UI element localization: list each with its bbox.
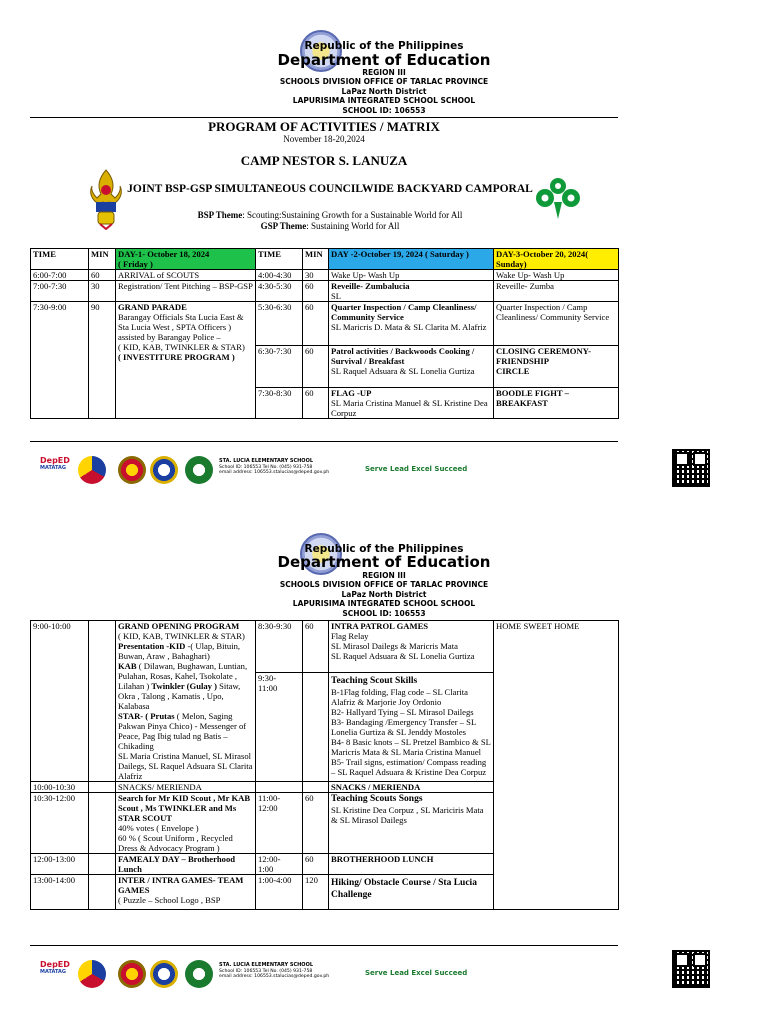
cell-day2	[329, 793, 494, 854]
cell-time: 7:30-9:00	[31, 302, 89, 419]
gsp-theme-label: GSP Theme	[260, 221, 307, 231]
camp-name: CAMP NESTOR S. LANUZA	[240, 153, 408, 168]
cell-time-2: 7:30-8:30	[256, 388, 303, 419]
activity-title: Patrol activities / Backwoods Cooking / Survival / Breakfast	[331, 346, 475, 366]
cell-time-2: 9:30- 11:00	[256, 673, 303, 782]
cell-min-2	[303, 673, 329, 782]
activity-detail: SL Kristine Dea Corpuz , SL Mariciris Mata & SL Mirasol Dailegs	[331, 805, 484, 825]
school-contact	[219, 459, 359, 476]
cell-day1	[116, 621, 256, 782]
school-contact	[219, 963, 359, 980]
cell-time: 9:00-10:00	[31, 621, 89, 782]
twinkler-groups: Sitaw, Okra , Talong , Kamatis , Upo, Kalabasa	[118, 681, 241, 711]
cell-time-2: 6:30-7:30	[256, 346, 303, 388]
cell-day3: Reveille- Zumba	[494, 281, 619, 302]
school-name: LAPURISIMA INTEGRATED SCHOOL SCHOOL	[292, 599, 476, 608]
cell-time: 12:00-13:00	[31, 854, 89, 875]
cell-time: 10:30-12:00	[31, 793, 89, 854]
cell-time-2	[256, 782, 303, 793]
footer-school-name: STA. LUCIA ELEMENTARY SCHOOL	[219, 458, 313, 464]
header-time-2: TIME	[256, 249, 303, 270]
bagong-pilipinas-logo	[78, 456, 106, 484]
cell-day3: Wake Up- Wash Up	[494, 270, 619, 281]
cell-min-2: 30	[303, 270, 329, 281]
header-time: TIME	[31, 249, 89, 270]
table-row	[31, 621, 619, 673]
activity-detail: Barangay Officials Sta Lucia East & Sta Lucia West , SPTA Officers ) assisted by Barangay Police – ( KID, KAB, TWINKLER & STAR)	[118, 312, 245, 352]
twinkler-label: Twinkler (Gulay )	[151, 681, 217, 691]
page-2	[0, 505, 768, 1017]
deped-logo: DepED MATATAG	[40, 456, 70, 471]
activity-detail: SL Maricris D. Mata & SL Clarita M. Alafriz	[331, 322, 487, 332]
department-title: Department of Education	[277, 51, 491, 69]
cell-min: 60	[89, 270, 116, 281]
activity-detail: B-1Flag folding, Flag code – SL Clarita Alafriz & Marjorie Joy Ordonio B2- Hallyard Tying – SL Mirasol Dailegs B3- Bandaging /Emergency Transfer – SL Lonelia Gurtiza & SL Jenddy Mostoles B4- 8 Basic knots – SL Pretzel Bambico & SL Maricris Mata & SL Maria Cristina Manuel B5- Trail signs, estimation/ Compass reading – SL Raquel Adsuara & Kristine Dea Corpuz	[331, 687, 491, 777]
cell-min-2: 60	[303, 621, 329, 673]
activity-subtitle: ( INVESTITURE PROGRAM )	[118, 352, 235, 362]
footer-slogan: Serve Lead Excel Succeed	[365, 969, 468, 977]
bagong-pilipinas-logo	[78, 960, 106, 988]
cell-day1: FAMEALY DAY – Brotherhood Lunch	[116, 854, 256, 875]
kab-label: KAB	[118, 661, 137, 671]
gsp-theme: : Sustaining World for All	[306, 221, 400, 231]
cell-day3: Quarter Inspection / Camp Cleanliness/ Community Service	[494, 302, 619, 346]
district: LaPaz North District	[341, 590, 427, 599]
cell-day2: Hiking/ Obstacle Course / Sta Lucia Challenge	[329, 875, 494, 910]
cell-min	[89, 854, 116, 875]
star-groups: ( Melon, Saging Pakwan Pinya Chico) - Messenger of Peace, Pag Ibig tulad ng Batis – Chikading	[118, 711, 247, 751]
cell-min-2: 60	[303, 281, 329, 302]
activity-title: Search for Mr KID Scout , Mr KAB Scout , Ms TWINKLER and Ms STAR SCOUT	[118, 793, 251, 823]
cell-day1	[116, 302, 256, 419]
cell-day2	[329, 388, 494, 419]
cell-day3: HOME SWEET HOME	[494, 621, 619, 910]
kab-groups: ( Dilawan, Bughawan, Luntian, Pulahan, Rosas, Kahel, Tsokolate , Lilahan )	[118, 661, 248, 691]
cell-min-2: 60	[303, 854, 329, 875]
qr-code-icon	[672, 950, 710, 988]
cell-day1	[116, 793, 256, 854]
cell-day2	[329, 281, 494, 302]
joint-title: JOINT BSP-GSP SIMULTANEOUS COUNCILWIDE BACKYARD CAMPORAL	[127, 183, 533, 195]
activity-detail: SL	[331, 291, 342, 301]
activity-title: GRAND OPENING PROGRAM	[118, 621, 240, 631]
school-seal-3	[185, 960, 213, 988]
cell-min	[89, 793, 116, 854]
footer-rule	[30, 945, 618, 946]
cell-time-2: 4:00-4:30	[256, 270, 303, 281]
header-day3: DAY-3-October 20, 2024( Sunday)	[494, 249, 619, 270]
department-title: Department of Education	[277, 553, 491, 571]
activity-title: Quarter Inspection / Camp Cleanliness/ Community Service	[331, 302, 477, 322]
star-label: STAR- ( Prutas	[118, 711, 175, 721]
header-day2: DAY -2-October 19, 2024 ( Saturday )	[329, 249, 494, 270]
cell-min-2: 60	[303, 388, 329, 419]
cell-time-2: 11:00- 12:00	[256, 793, 303, 854]
cell-day1: ARRIVAL of SCOUTS	[116, 270, 256, 281]
activity-title: Reveille- Zumbalucia	[331, 281, 410, 291]
cell-day3: BOODLE FIGHT – BREAKFAST	[494, 388, 619, 419]
program-dates: November 18-20,2024	[283, 134, 365, 144]
bsp-theme-label: BSP Theme	[197, 210, 243, 220]
cell-time: 10:00-10:30	[31, 782, 89, 793]
footer-school-name: STA. LUCIA ELEMENTARY SCHOOL	[219, 962, 313, 968]
school-seal-1	[118, 960, 146, 988]
table-row	[31, 302, 619, 346]
school-id: SCHOOL ID: 106553	[342, 609, 426, 618]
schedule-table-2	[30, 620, 619, 910]
header-min-2: MIN	[303, 249, 329, 270]
footer-rule	[30, 441, 618, 442]
activity-title: FLAG -UP	[331, 388, 372, 398]
school-name: LAPURISIMA INTEGRATED SCHOOL SCHOOL	[292, 96, 476, 105]
cell-day1	[116, 875, 256, 910]
bsp-theme: : Scouting:Sustaining Growth for a Sustainable World for All	[242, 210, 463, 220]
cell-time-2: 1:00-4:00	[256, 875, 303, 910]
cell-day2	[329, 346, 494, 388]
schedule-table-1	[30, 248, 619, 419]
cell-time: 13:00-14:00	[31, 875, 89, 910]
cell-day1: SNACKS/ MERIENDA	[116, 782, 256, 793]
cell-min-2: 60	[303, 346, 329, 388]
table-row	[31, 281, 619, 302]
school-id: SCHOOL ID: 106553	[342, 106, 426, 115]
activity-detail: 40% votes ( Envelope ) 60 % ( Scout Uniform , Recycled Dress & Advocacy Program )	[118, 823, 233, 853]
deped-logo: DepED MATATAG	[40, 960, 70, 975]
facilitators: SL Maria Cristina Manuel, SL Mirasol Dailegs, SL Raquel Adsuara SL Clarita Alafriz	[118, 751, 253, 781]
table-header-row	[31, 249, 619, 270]
cell-min-2: 60	[303, 302, 329, 346]
themes	[100, 210, 560, 232]
activity-detail: SL Raquel Adsuara & SL Lonelia Gurtiza	[331, 366, 475, 376]
cell-min: 30	[89, 281, 116, 302]
cell-min	[89, 621, 116, 782]
kid-label: Presentation -KID	[118, 641, 186, 651]
cell-min: 90	[89, 302, 116, 419]
cell-time-2: 4:30-5:30	[256, 281, 303, 302]
cell-time-2: 5:30-6:30	[256, 302, 303, 346]
activity-detail: ( Puzzle – School Logo , BSP	[118, 895, 221, 905]
region: REGION III	[362, 68, 406, 77]
cell-min	[89, 875, 116, 910]
activity-title: Teaching Scouts Songs	[331, 794, 423, 804]
activity-title: GRAND PARADE	[118, 302, 187, 312]
cell-time: 6:00-7:00	[31, 270, 89, 281]
header-min: MIN	[89, 249, 116, 270]
cell-day2	[329, 302, 494, 346]
activity-detail: ( KID, KAB, TWINKLER & STAR)	[118, 631, 245, 641]
region: REGION III	[362, 571, 406, 580]
program-title: PROGRAM OF ACTIVITIES / MATRIX	[208, 119, 440, 134]
school-seal-1	[118, 456, 146, 484]
table-row	[31, 270, 619, 281]
footer-email: email address: 106553.stalucias@deped.gov.ph	[219, 974, 330, 979]
school-seal-2	[150, 456, 178, 484]
school-seal-3	[185, 456, 213, 484]
cell-day1: Registration/ Tent Pitching – BSP-GSP	[116, 281, 256, 302]
header-day1: DAY-1- October 18, 2024 ( Friday )	[116, 249, 256, 270]
activity-title: INTER / INTRA GAMES- TEAM GAMES	[118, 875, 244, 895]
activity-title: Teaching Scout Skills	[331, 676, 418, 686]
cell-day2: BROTHERHOOD LUNCH	[329, 854, 494, 875]
qr-code-icon	[672, 449, 710, 487]
cell-time: 7:00-7:30	[31, 281, 89, 302]
republic-line: Republic of the Philippines	[304, 543, 464, 555]
cell-day2: Wake Up- Wash Up	[329, 270, 494, 281]
footer-school-id: School ID: 106553 Tel No. (045) 931-758	[219, 968, 313, 974]
activity-detail: SL Maria Cristina Manuel & SL Kristine Dea Corpuz	[331, 398, 488, 418]
cell-day2	[329, 621, 494, 673]
school-seal-2	[150, 960, 178, 988]
district: LaPaz North District	[341, 87, 427, 96]
cell-time-2: 8:30-9:30	[256, 621, 303, 673]
cell-min-2	[303, 782, 329, 793]
cell-day2	[329, 673, 494, 782]
cell-day3: CLOSING CEREMONY- FRIENDSHIP CIRCLE	[494, 346, 619, 388]
header-rule	[30, 117, 618, 118]
division: SCHOOLS DIVISION OFFICE OF TARLAC PROVINCE	[279, 580, 489, 589]
kid-groups: -( Ulap, Bituin, Buwan, Araw , Bahaghari)	[118, 641, 241, 661]
footer-slogan: Serve Lead Excel Succeed	[365, 465, 468, 473]
republic-line: Republic of the Philippines	[304, 40, 464, 52]
division: SCHOOLS DIVISION OFFICE OF TARLAC PROVINCE	[279, 77, 489, 86]
activity-title: INTRA PATROL GAMES	[331, 621, 429, 631]
cell-min-2: 60	[303, 793, 329, 854]
activity-detail: Flag Relay SL Mirasol Dailegs & Maricris Mata SL Raquel Adsuara & SL Lonelia Gurtiza	[331, 631, 475, 661]
footer-school-id: School ID: 106553 Tel No. (045) 931-758	[219, 464, 313, 470]
cell-min-2: 120	[303, 875, 329, 910]
cell-day2: SNACKS / MERIENDA	[329, 782, 494, 793]
cell-time-2: 12:00- 1:00	[256, 854, 303, 875]
cell-min	[89, 782, 116, 793]
footer-email: email address: 106553.stalucias@deped.gov.ph	[219, 470, 330, 475]
